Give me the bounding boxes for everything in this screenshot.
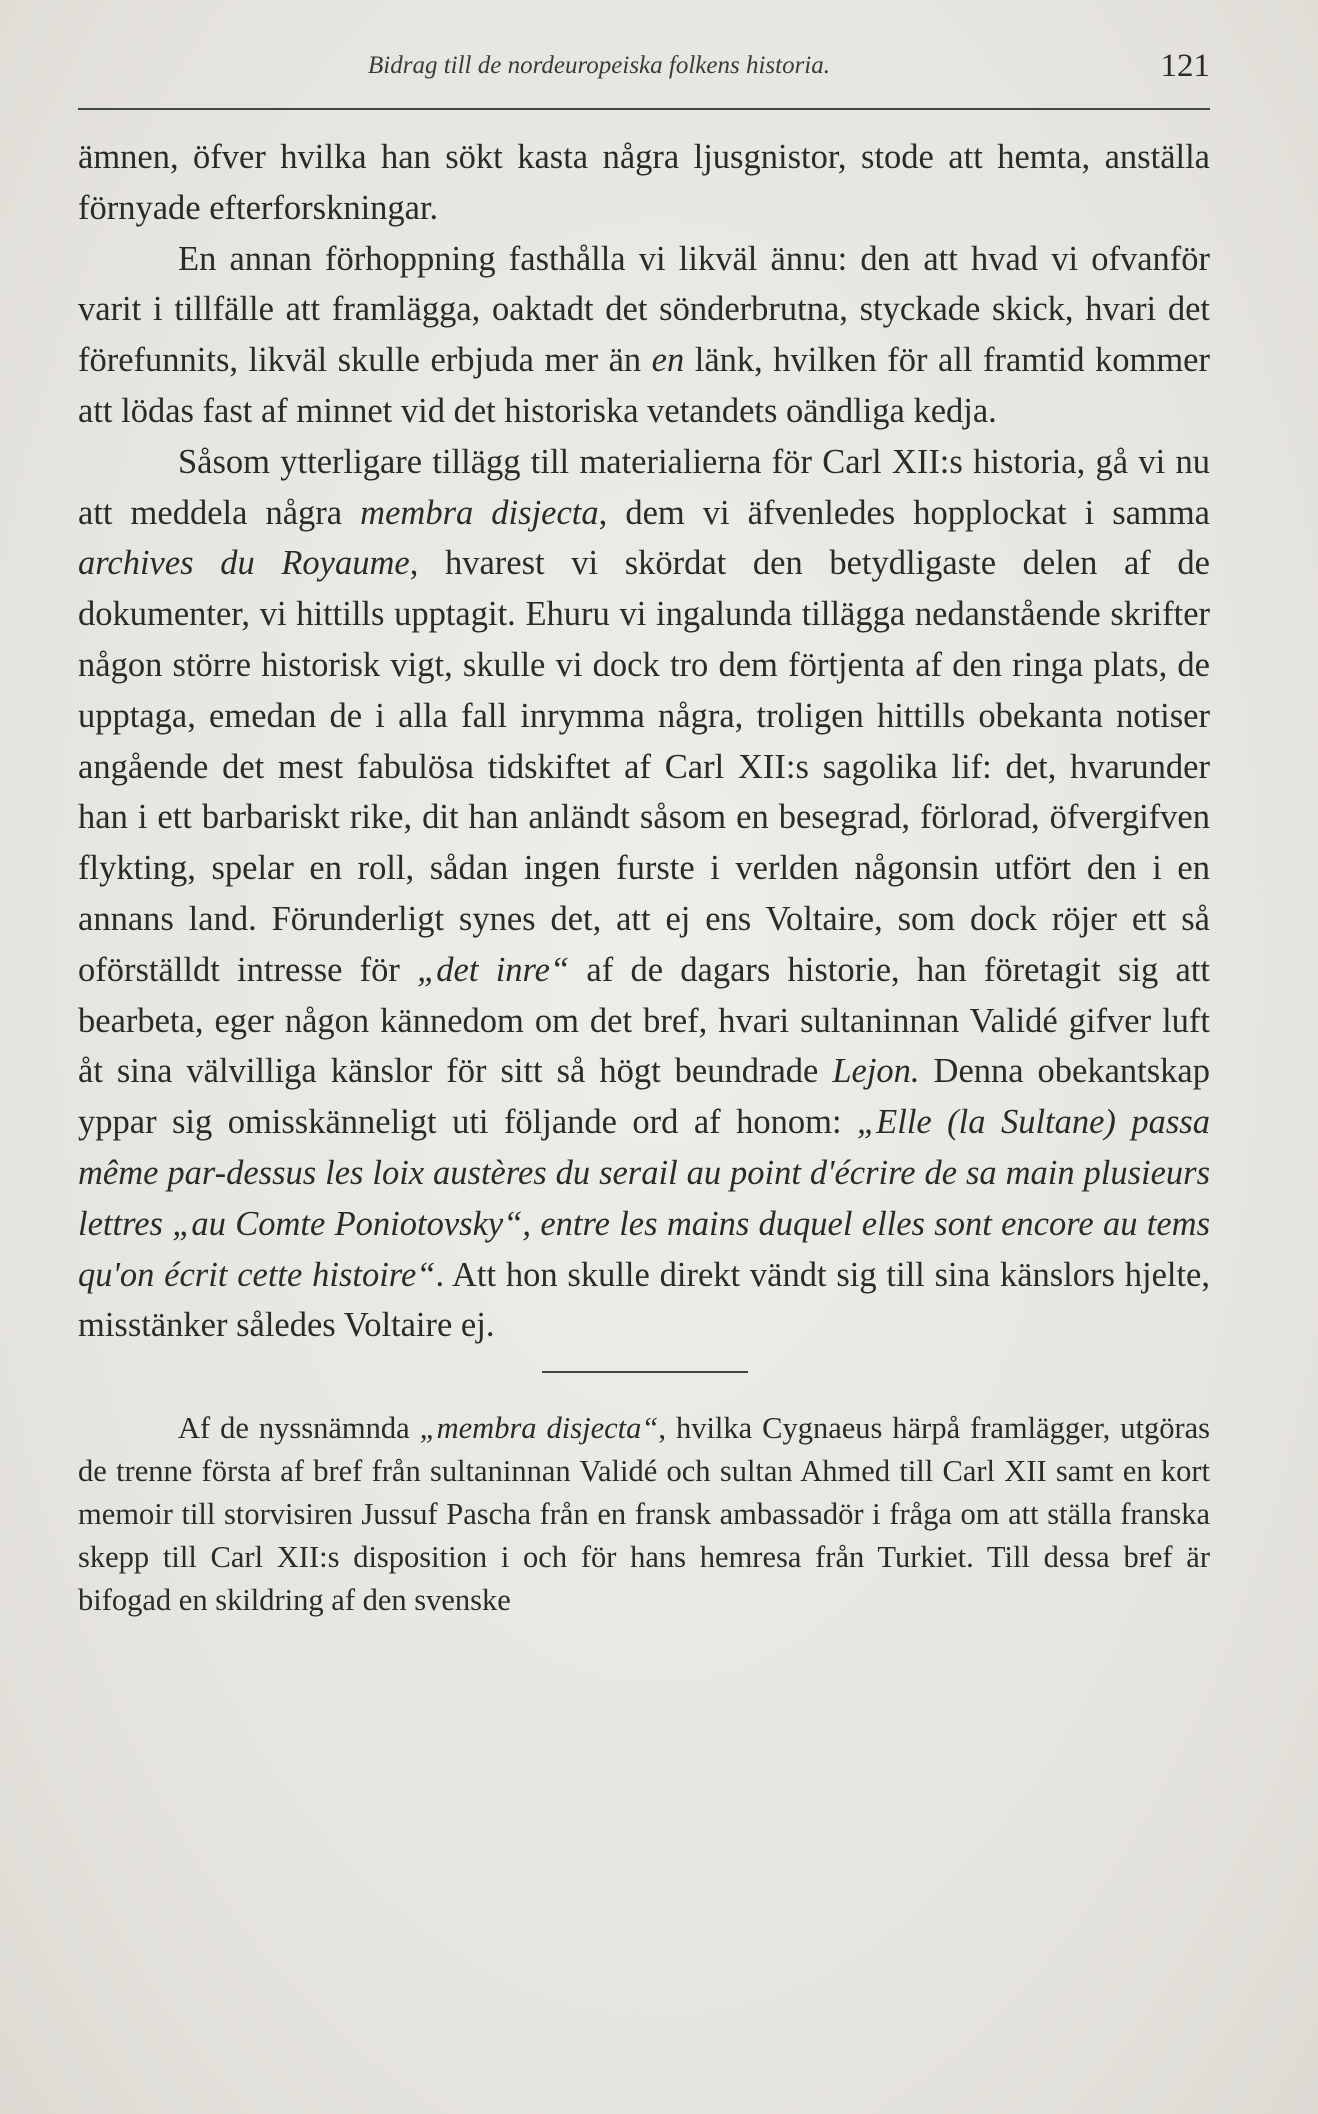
section-divider <box>542 1371 748 1373</box>
running-head <box>78 48 1210 92</box>
paragraph-1 <box>78 132 1210 234</box>
paragraph-2 <box>78 234 1210 437</box>
paragraph-2-text-a: En annan förhoppning fasthålla vi likväl ännu: den att hvad vi ofvanför varit i tillfälle att framlägga, oaktadt det sönderbrutna, styckade skick, hvari det förefunnits, likväl skulle erbjuda mer än <box>78 239 1210 380</box>
paragraph-3-text-f: . Att hon skulle direkt vändt sig till sina känslors hjelte, misstänker således Voltaire ej. <box>78 1255 1210 1345</box>
small-print-text-a: Af de nyssnämnda <box>178 1411 420 1446</box>
running-title: Bidrag till de nordeuropeiska folkens historia. <box>368 52 830 79</box>
paragraph-3-text-c: , hvarest vi skördat den betydligaste delen af de dokumenter, vi hittills upptagit. Ehuru vi ingalunda tillägga nedanstående skrifter någon större historisk vigt, skulle vi dock tro dem förtjenta af den ringa plats, de upptaga, emedan de i alla fall inrymma några, troligen hittills obekanta notiser angående det mest fabulösa tidskiftet af Carl XII:s sagolika lif: det, hvarunder han i ett barbariskt rike, dit han anländt såsom en besegrad, förlorad, öfvergifven flykting, spelar en roll, sådan ingen furste i verlden någonsin utfört den i en annans land. Förunderligt synes det, att ej ens Voltaire, som dock röjer ett så oförställdt intresse för <box>78 544 1210 989</box>
paragraph-3-emphasis-membra: membra disjecta <box>360 493 599 532</box>
paragraph-2-emphasis: en <box>651 341 685 380</box>
small-print-emphasis: „membra disjecta“ <box>419 1411 659 1446</box>
paragraph-3-french-quote: „Elle (la Sultane) passa même par-dessus les loix austères du serail au point d'écrire de sa main plusieurs lettres „au Comte Poniotovsky“, entre les mains duquel elles sont encore au tems qu'on écrit cette histoire“ <box>78 1103 1210 1294</box>
paragraph-3-text-d: af de dagars historie, han företagit sig att bearbeta, eger någon kännedom om det bref, hvari sultaninnan Validé gifver luft åt sina välvilliga känslor för sitt så högt beundrade <box>78 950 1210 1091</box>
small-print-paragraph <box>78 1407 1210 1622</box>
small-print-text <box>78 1407 1210 1622</box>
paragraph-3-emphasis-archives: archives du Royaume <box>78 544 410 583</box>
paragraph-3-emphasis-lejon: Lejon. <box>832 1052 920 1091</box>
paragraph-3-text-a: Såsom ytterligare tillägg till materialierna för Carl XII:s historia, gå vi nu att meddela några <box>78 442 1210 532</box>
paragraph-3-text-b: , dem vi äfvenledes hopplockat i samma <box>598 493 1210 532</box>
paragraph-1-text: ämnen, öfver hvilka han sökt kasta några ljusgnistor, stode att hemta, anställa förnyade efterforskningar. <box>78 138 1210 227</box>
small-print-text-b: , hvilka Cygnaeus härpå framlägger, utgöras de trenne första af bref från sultaninnan Validé och sultan Ahmed till Carl XII samt en kort memoir till storvisiren Jussuf Pascha från en fransk ambassadör i fråga om att ställa franska skepp till Carl XII:s disposition i och för hans hemresa från Turkiet. Till dessa bref är bifogad en skildring af den svenske <box>78 1411 1211 1618</box>
paragraph-2-text-b: länk, hvilken för all framtid kommer att lödas fast af minnet vid det historiska vetandets oändliga kedja. <box>78 341 1210 430</box>
paragraph-3-text-e: Denna obekantskap yppar sig omisskänneligt uti följande ord af honom: <box>78 1052 1210 1142</box>
main-text <box>78 132 1210 1351</box>
header-rule <box>78 108 1210 110</box>
page-number: 121 <box>1160 48 1210 84</box>
paragraph-3 <box>78 437 1210 1351</box>
paragraph-3-emphasis-det-inre: „det inre“ <box>417 950 570 989</box>
